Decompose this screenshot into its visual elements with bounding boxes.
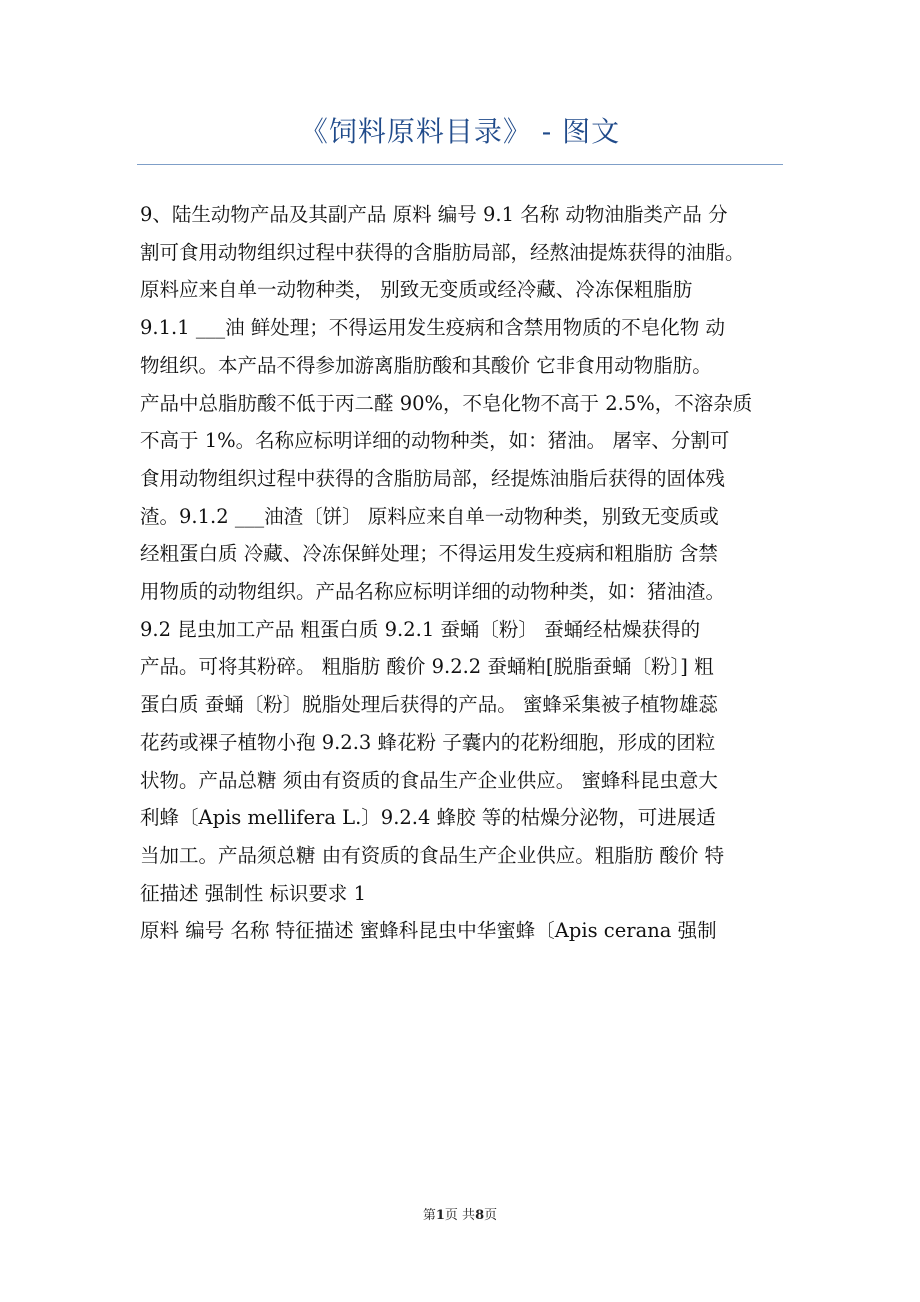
text-line: 经粗蛋白质 冷藏、冷冻保鲜处理；不得运用发生疫病和粗脂肪 含禁 [140,542,718,566]
text-line: 9、陆生动物产品及其副产品 原料 编号 9.1 名称 动物油脂类产品 分 [140,203,728,226]
page-footer [0,1207,920,1225]
text-line: 蛋白质 蚕蛹〔粉〕脱脂处理后获得的产品。 蜜蜂采集被子植物雄蕊 [140,693,718,717]
text-line: 割可食用动物组织过程中获得的含脂肪局部，经熬油提炼获得的油脂。 [140,240,745,264]
text-line: 原料 编号 名称 特征描述 蜜蜂科昆虫中华蜜蜂〔Apis cerana 强制 [140,919,717,943]
text-line: 状物。产品总糖 须由有资质的食品生产企业供应。 蜜蜂科昆虫意大 [140,768,718,792]
text-line: 物组织。本产品不得参加游离脂肪酸和其酸价 它非食用动物脂肪。 [140,353,712,377]
title-divider [137,164,783,165]
text-line: 原料应来自单一动物种类， 别致无变质或经冷藏、冷冻保粗脂肪 [140,278,693,302]
text-line: 用物质的动物组织。产品名称应标明详细的动物种类，如：猪油渣。 [140,580,726,604]
text-line: 产品中总脂肪酸不低于丙二醛 90%，不皂化物不高于 2.5%，不溶杂质 [140,391,753,415]
text-line: 利蜂〔Apis mellifera L.〕9.2.4 蜂胶 等的枯燥分泌物，可进展适 [140,806,716,830]
text-line: 当加工。产品须总糖 由有资质的食品生产企业供应。粗脂肪 酸价 特 [140,843,725,867]
text-line: 不高于 1%。名称应标明详细的动物种类，如：猪油。 屠宰、分割可 [140,429,730,453]
total-pages-number: 8 [475,1208,485,1223]
text-line: 9.2 昆虫加工产品 粗蛋白质 9.2.1 蚕蛹〔粉〕 蚕蛹经枯燥获得的 [140,617,701,641]
text-line: 产品。可将其粉碎。 粗脂肪 酸价 9.2.2 蚕蛹粕[脱脂蚕蛹〔粉〕] 粗 [140,655,714,679]
text-line: 食用动物组织过程中获得的含脂肪局部，经提炼油脂后获得的固体残 [140,466,726,490]
text-line: 征描述 强制性 标识要求 1 [140,881,367,905]
current-page-number: 1 [435,1208,445,1223]
text-line: 花药或裸子植物小孢 9.2.3 蜂花粉 子囊内的花粉细胞，形成的团粒 [140,730,716,754]
footer-mid: 页 共 [444,1208,476,1223]
text-line: 9.1.1 ___油 鲜处理；不得运用发生疫病和含禁用物质的不皂化物 动 [140,316,725,340]
footer-suffix: 页 [484,1208,498,1223]
page-title: 《饲料原料目录》 - 图文 [299,115,621,148]
footer-prefix: 第 [422,1208,436,1223]
document-body [140,196,800,950]
text-line: 渣。9.1.2 ___油渣〔饼〕 原料应来自单一动物种类，别致无变质或 [140,504,719,528]
